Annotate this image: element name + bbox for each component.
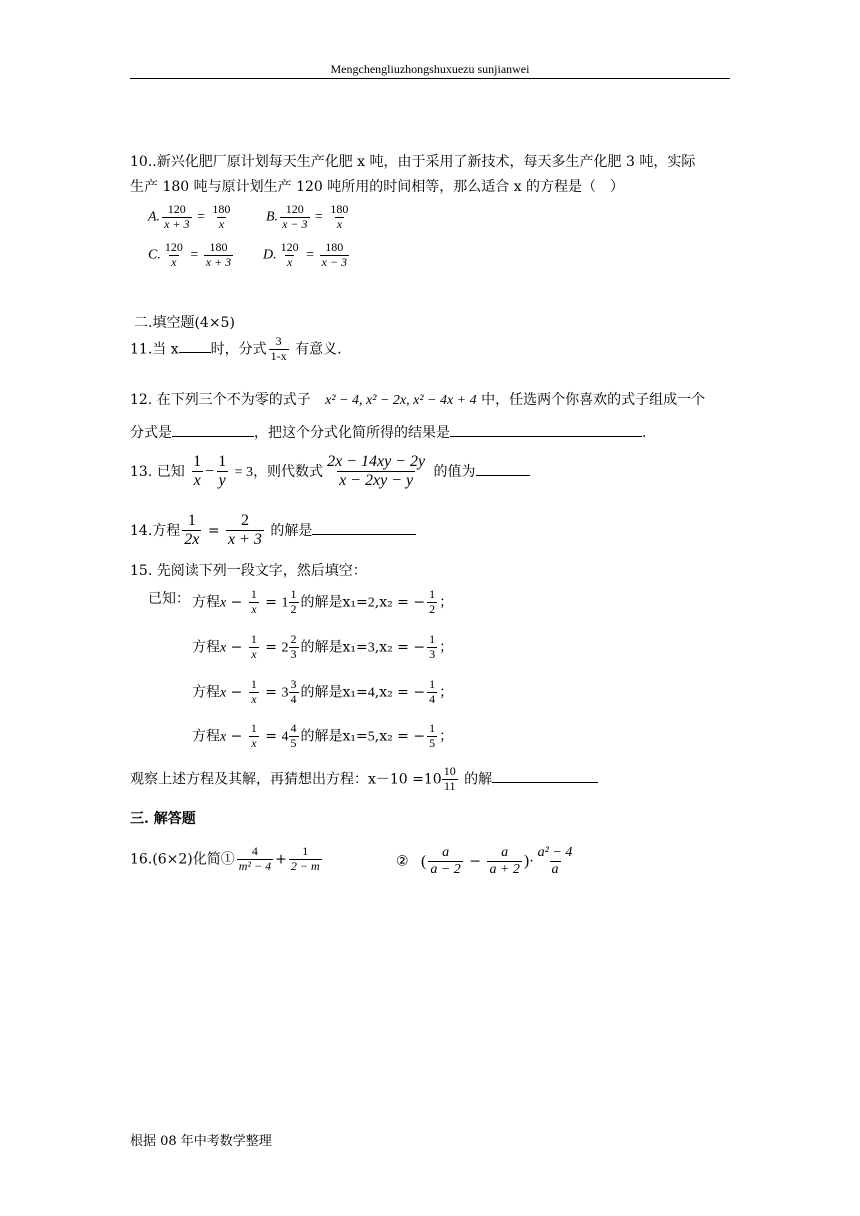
q13-blank[interactable] <box>476 463 530 476</box>
q15-row-2: 方程x − $\frac{1}{x}$ = 2 $\frac{2}{3}$ 的解是x₁=3,x₂ = − $\frac{1}{3}$ ； <box>192 632 454 661</box>
q13: 13. 已知 $\frac{1}{x}$ − $\frac{1}{y}$ = 3，则代数式 $\frac{2x - 14xy - 2y}{x - 2xy - y}$ 的值为 <box>130 453 530 491</box>
section-3-title: 三. 解答题 <box>130 811 196 827</box>
q15-row-1: 方程x − $\frac{1}{x}$ = 1 $\frac{1}{2}$ 的解是x₁=2,x₂ = − $\frac{1}{2}$ ； <box>192 587 454 616</box>
q14: 14.方程 $\frac{1}{2x}$ = $\frac{2}{x + 3}$ 的解是 <box>130 512 416 550</box>
q16-part1: 16.(6×2)化简① $\frac{4}{\text{m² − 4}}$ + $\frac{1}{2 - m}$ <box>130 844 320 873</box>
q10-option-d: D. $\frac{120}{x}$ = $\frac{180}{x - 3}$ <box>263 240 347 269</box>
q15-row-3: 方程x − $\frac{1}{x}$ = 3 $\frac{3}{4}$ 的解是x₁=4,x₂ = − $\frac{1}{4}$ ； <box>192 677 454 706</box>
q15-known-label: 已知： <box>148 591 190 607</box>
q12-line2: 分式是 ，把这个分式化简所得的结果是 . <box>130 425 647 441</box>
q10-option-c: C. $\frac{120}{x}$ = $\frac{180}{x + 3}$ <box>148 240 232 269</box>
q14-blank[interactable] <box>312 522 416 535</box>
q16-part2: ② ( $\frac{a}{a - 2}$ − $\frac{a}{a + 2}$ )· $\frac{\text{a² − 4}}{a}$ <box>396 845 573 878</box>
q11-blank[interactable] <box>179 340 211 353</box>
page-header: Mengchengliuzhongshuxuezu sunjianwei <box>330 62 530 76</box>
q10-line1: 10..新兴化肥厂原计划每天生产化肥 x 吨，由于采用了新技术，每天多生产化肥 3 吨，实际 <box>130 154 696 170</box>
q12-line1: 12. 在下列三个不为零的式子 x² − 4, x² − 2x, x² − 4x + 4 中，任选两个你喜欢的式子组成一个 <box>130 392 706 408</box>
q15-row-4: 方程x − $\frac{1}{x}$ = 4 $\frac{4}{5}$ 的解是x₁=5,x₂ = − $\frac{1}{5}$ ； <box>192 721 454 750</box>
page-footer: 根据 08 年中考数学整理 <box>130 1134 272 1149</box>
q12-blank-1[interactable] <box>172 424 254 437</box>
q10-line2: 生产 180 吨与原计划生产 120 吨所用的时间相等，那么适合 x 的方程是（ ） <box>130 179 625 195</box>
q10-option-a: A. $\frac{120}{x + 3}$ = $\frac{180}{x}$ <box>148 202 231 231</box>
q11: 11.当 x 时，分式 $\frac{3}{1-x}$ 有意义. <box>130 334 342 363</box>
header-rule <box>130 78 730 79</box>
q15-observe: 观察上述方程及其解，再猜想出方程：x－10 =10 $\frac{10}{11}$ 的解 <box>130 765 598 794</box>
q10-option-b: B. $\frac{120}{x - 3}$ = $\frac{180}{x}$ <box>266 202 349 231</box>
q15-blank[interactable] <box>492 770 598 783</box>
section-2-title: 二.填空题(4×5) <box>134 315 235 331</box>
q12-blank-2[interactable] <box>450 424 642 437</box>
q15-title: 15. 先阅读下列一段文字，然后填空： <box>130 563 367 579</box>
